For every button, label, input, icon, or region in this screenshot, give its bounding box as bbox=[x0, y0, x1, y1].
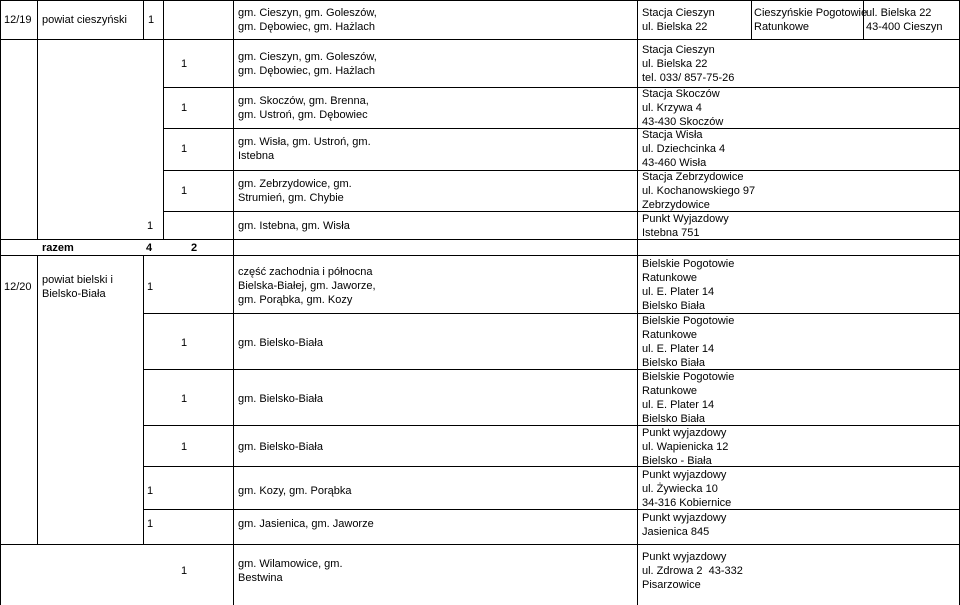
station-cell: Stacja Skoczów ul. Krzywa 4 43-430 Skoczów bbox=[642, 88, 724, 128]
count-cell: 1 bbox=[181, 102, 188, 114]
area-cell: gm. Bielsko-Biała bbox=[238, 393, 323, 405]
count-cell: 1 bbox=[181, 143, 188, 155]
count-cell: 1 bbox=[148, 14, 155, 26]
area-cell: gm. Jasienica, gm. Jaworze bbox=[238, 518, 374, 530]
station-cell: Bielskie Pogotowie Ratunkowe ul. E. Plater 14 Bielsko Biała bbox=[642, 371, 735, 425]
station-cell: Stacja Wisła ul. Dziechcinka 4 43-460 Wisła bbox=[642, 129, 726, 169]
count-cell: 1 bbox=[181, 565, 188, 577]
razem-label: razem bbox=[42, 242, 74, 254]
area-cell: część zachodnia i północna Bielska-Białej, gm. Jaworze, gm. Porąbka, gm. Kozy bbox=[238, 266, 376, 306]
station-cell: Stacja Cieszyn ul. Bielska 22 tel. 033/ 857-75-26 bbox=[642, 44, 735, 84]
powiat-name: powiat bielski i Bielsko-Biała bbox=[42, 274, 113, 300]
station-cell: Stacja Zebrzydowice ul. Kochanowskiego 97 Zebrzydowice bbox=[642, 171, 756, 211]
count-cell: 1 bbox=[147, 281, 154, 293]
count-cell: 1 bbox=[147, 485, 154, 497]
powiat-name: powiat cieszyński bbox=[42, 14, 127, 26]
razem-extra: 2 bbox=[191, 242, 198, 254]
count-cell: 1 bbox=[181, 393, 188, 405]
razem-total: 4 bbox=[146, 242, 153, 254]
area-cell: gm. Cieszyn, gm. Goleszów, gm. Dębowiec, gm. Hażlach bbox=[238, 7, 377, 33]
area-cell: gm. Wilamowice, gm. Bestwina bbox=[238, 558, 343, 584]
area-cell: gm. Wisła, gm. Ustroń, gm. Istebna bbox=[238, 136, 371, 162]
station-cell: Bielskie Pogotowie Ratunkowe ul. E. Plater 14 Bielsko Biała bbox=[642, 315, 735, 369]
count-cell: 1 bbox=[181, 58, 188, 70]
count-cell: 1 bbox=[147, 220, 154, 232]
area-cell: gm. Bielsko-Biała bbox=[238, 337, 323, 349]
area-cell: gm. Bielsko-Biała bbox=[238, 441, 323, 453]
area-cell: gm. Kozy, gm. Porąbka bbox=[238, 485, 352, 497]
area-cell: gm. Cieszyn, gm. Goleszów, gm. Dębowiec, gm. Hażlach bbox=[238, 51, 377, 77]
station-cell: Stacja Cieszyn ul. Bielska 22 bbox=[642, 7, 715, 33]
count-cell: 1 bbox=[181, 185, 188, 197]
area-cell: gm. Zebrzydowice, gm. Strumień, gm. Chybie bbox=[238, 178, 352, 204]
station-cell: Bielskie Pogotowie Ratunkowe ul. E. Plater 14 Bielsko Biała bbox=[642, 258, 735, 312]
station-cell: Punkt wyjazdowy Jasienica 845 bbox=[642, 512, 727, 538]
unit-name-cell: Cieszyńskie Pogotowie Ratunkowe bbox=[754, 7, 868, 33]
unit-address-cell: ul. Bielska 22 43-400 Cieszyn bbox=[866, 7, 943, 33]
area-cell: gm. Istebna, gm. Wisła bbox=[238, 220, 350, 232]
station-cell: Punkt wyjazdowy ul. Żywiecka 10 34-316 Kobiernice bbox=[642, 469, 732, 509]
powiat-number: 12/19 bbox=[4, 14, 32, 26]
area-cell: gm. Skoczów, gm. Brenna, gm. Ustroń, gm. Dębowiec bbox=[238, 95, 369, 121]
station-cell: Punkt wyjazdowy ul. Wapienicka 12 Bielsko - Biała bbox=[642, 427, 729, 467]
station-cell: Punkt wyjazdowy ul. Zdrowa 2 43-332 Pisarzowice bbox=[642, 551, 743, 591]
station-cell: Punkt Wyjazdowy Istebna 751 bbox=[642, 213, 729, 239]
count-cell: 1 bbox=[181, 441, 188, 453]
count-cell: 1 bbox=[147, 518, 154, 530]
powiat-number: 12/20 bbox=[4, 281, 32, 293]
count-cell: 1 bbox=[181, 337, 188, 349]
